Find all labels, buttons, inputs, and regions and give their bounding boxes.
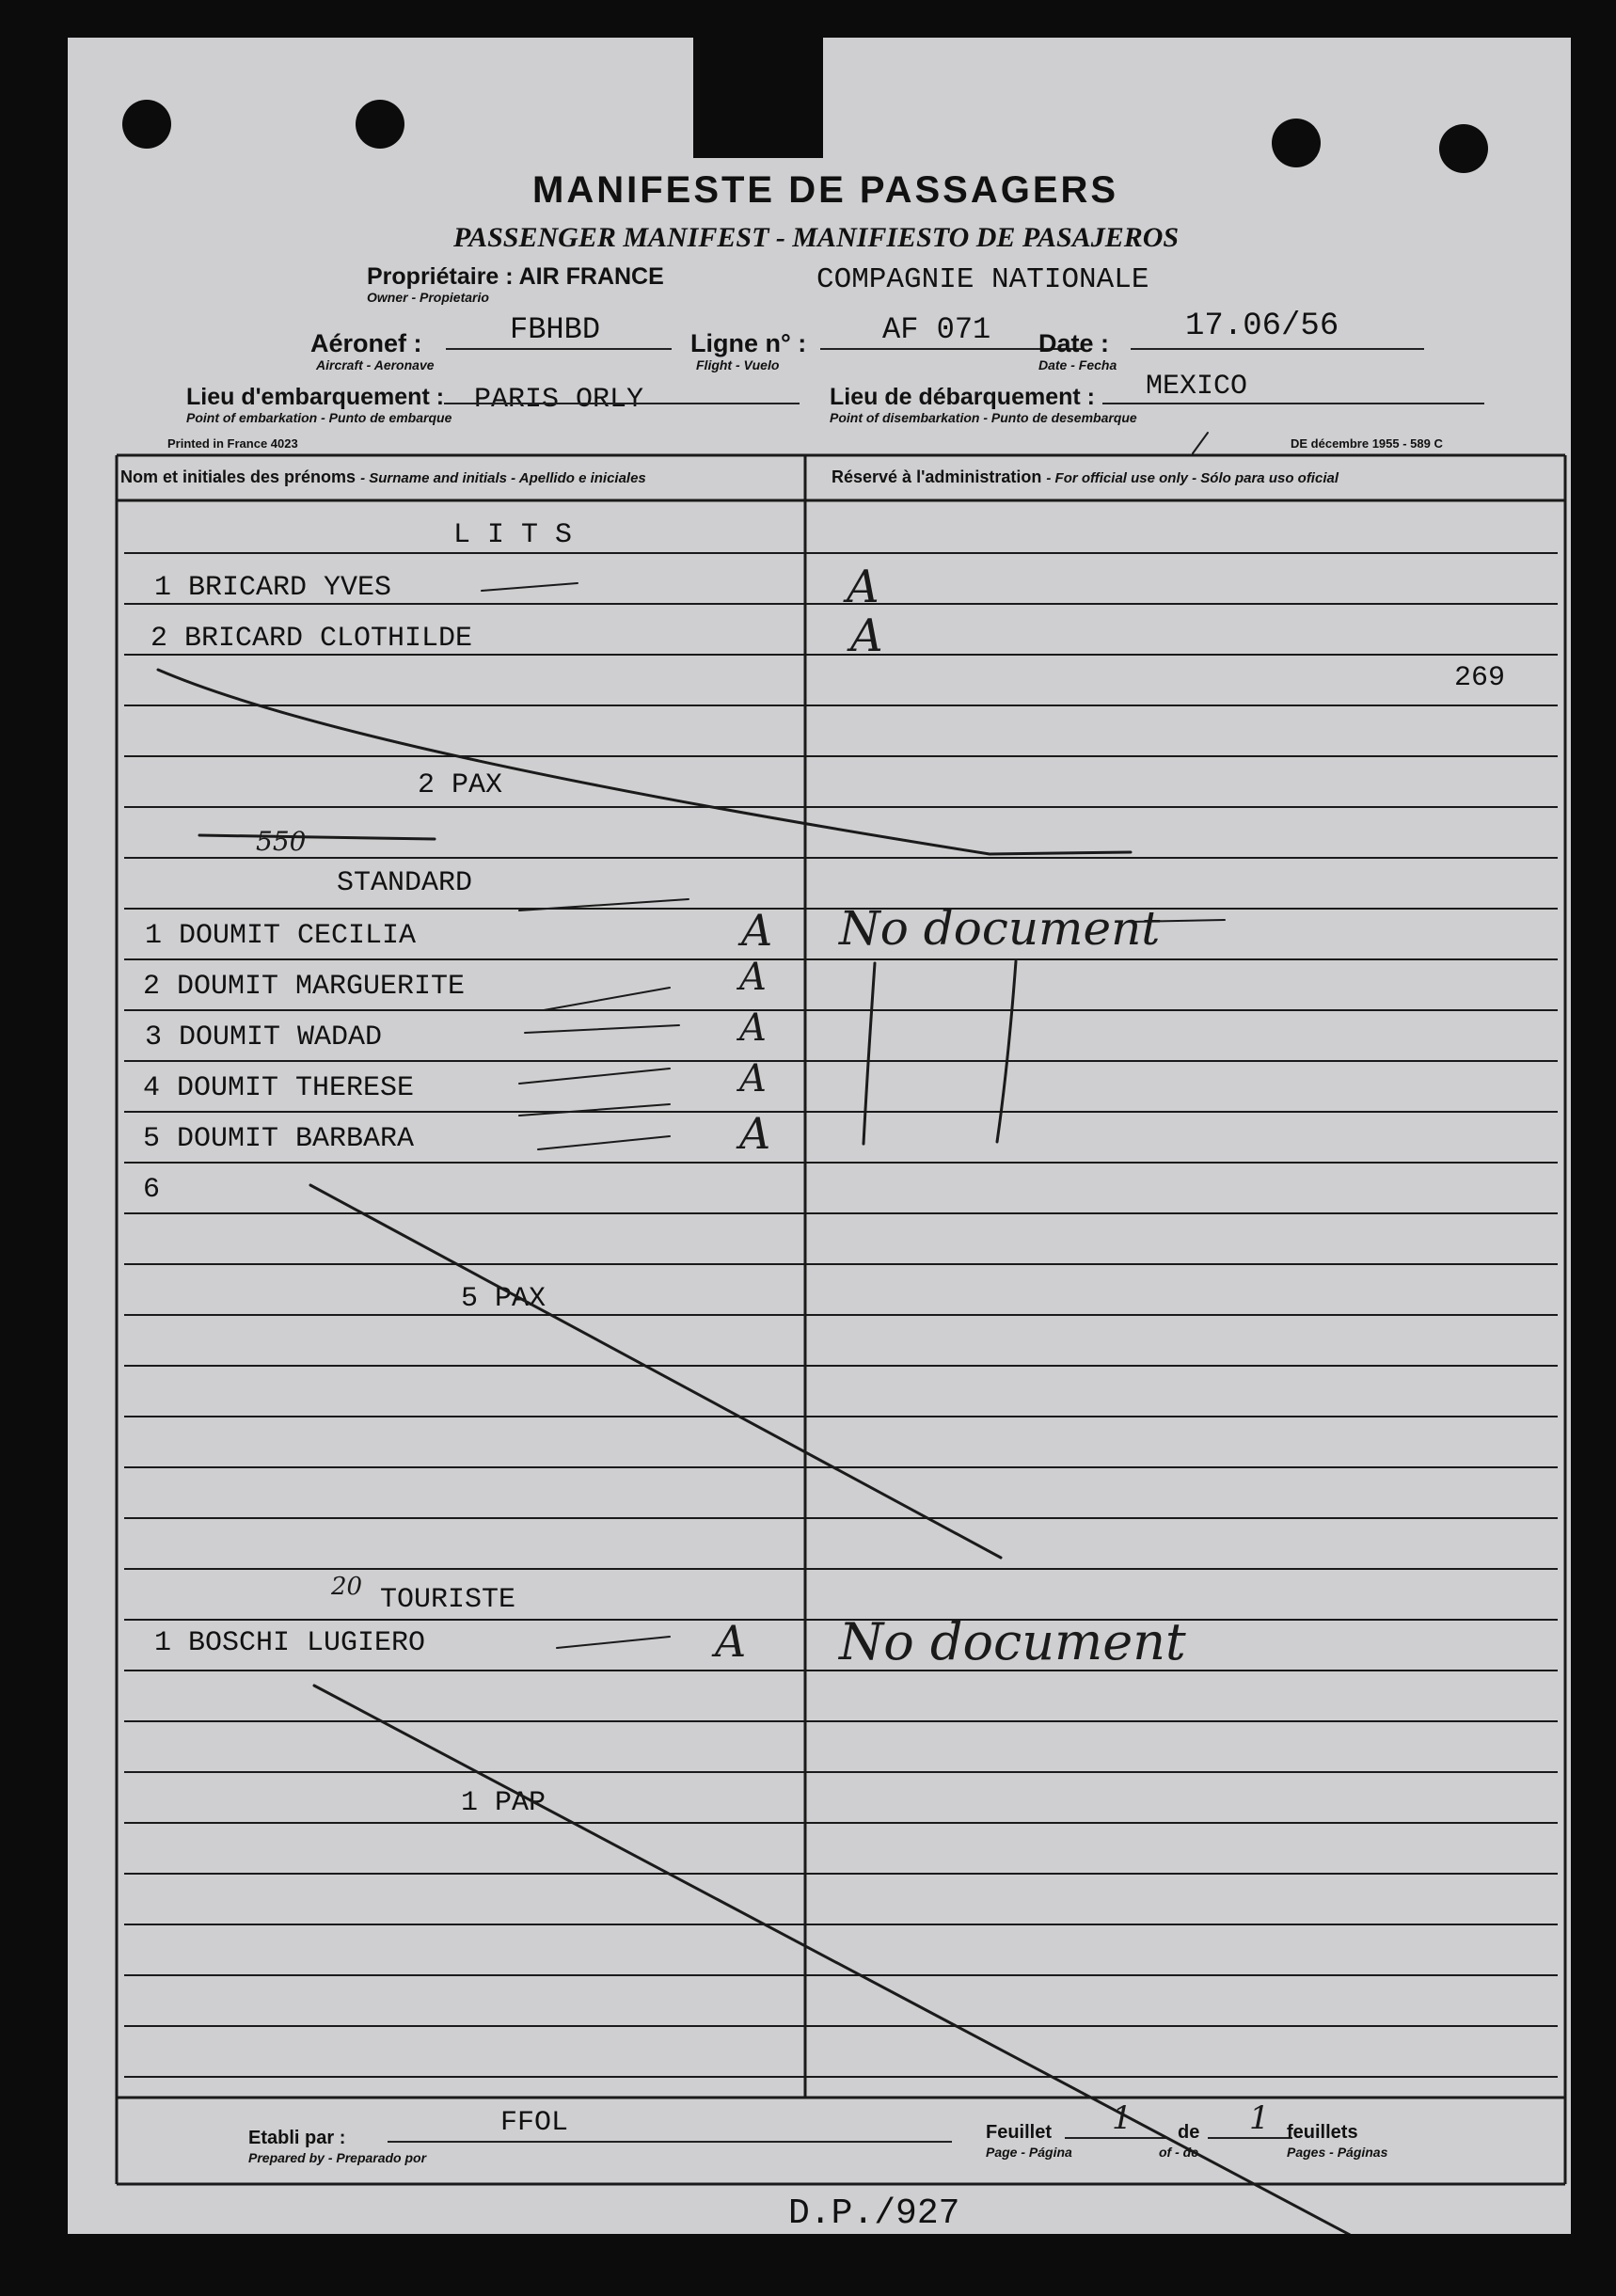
- section-lits: L I T S: [453, 519, 573, 551]
- col-header-right: Réservé à l'administration - For official use only - Sólo para uso oficial: [832, 467, 1339, 486]
- aircraft-sublabel: Aircraft - Aeronave: [316, 357, 435, 372]
- col-header-left: Nom et initiales des prénoms - Surname and initials - Apellido e iniciales: [120, 467, 646, 486]
- date-sublabel: Date - Fecha: [1038, 357, 1117, 372]
- of-sublabel: of - de: [1159, 2145, 1198, 2160]
- passenger-row: 5 DOUMIT BARBARA: [143, 1123, 415, 1155]
- handwritten-note: 20: [331, 1573, 363, 1601]
- form-grid: [68, 38, 1571, 2234]
- aircraft-value: FBHBD: [510, 312, 601, 347]
- pen-dash: [519, 1069, 670, 1084]
- section-standard: STANDARD: [337, 867, 473, 899]
- passenger-row: 1 BRICARD YVES: [154, 572, 392, 604]
- embark-sublabel: Point of embarkation - Punto de embarque: [186, 410, 452, 425]
- page-subtitle: PASSENGER MANIFEST - MANIFIESTO DE PASAJEROS: [453, 222, 1180, 253]
- disembark-label: Lieu de débarquement :: [830, 384, 1095, 410]
- embark-value: PARIS ORLY: [474, 384, 644, 416]
- pax-total: 5 PAX: [461, 1283, 547, 1315]
- passenger-row: 3 DOUMIT WADAD: [145, 1021, 383, 1053]
- sheet-sublabel: Page - Página: [986, 2145, 1072, 2160]
- of-value: 1: [1249, 2099, 1270, 2137]
- handwritten-note: 550: [256, 826, 307, 857]
- owner-value: COMPAGNIE NATIONALE: [816, 263, 1149, 296]
- pen-dash: [519, 1104, 670, 1116]
- sheet-value: 1: [1112, 2099, 1133, 2137]
- cancel-stroke: [158, 670, 1131, 854]
- passenger-row: 1 BOSCHI LUGIERO: [154, 1627, 426, 1659]
- prepared-value: FFOL: [500, 2107, 569, 2139]
- pax-total: 2 PAX: [418, 769, 503, 801]
- admin-mark: A: [739, 1108, 771, 1159]
- pen-tick: [1193, 433, 1208, 453]
- pen-dash: [482, 583, 578, 591]
- sheets-sublabel: Pages - Páginas: [1287, 2145, 1388, 2160]
- cancel-stroke: [310, 1185, 1001, 1558]
- pen-dash: [544, 988, 670, 1010]
- admin-mark: A: [850, 610, 883, 662]
- passenger-row: 4 DOUMIT THERESE: [143, 1072, 415, 1104]
- count-number: 269: [1454, 662, 1506, 694]
- passenger-row: 2 DOUMIT MARGUERITE: [143, 971, 466, 1003]
- admin-mark: A: [715, 1616, 747, 1667]
- aircraft-label: Aéronef :: [310, 329, 422, 357]
- admin-note: No document: [839, 1612, 1186, 1671]
- printed-note: Printed in France 4023: [167, 436, 298, 451]
- flight-label: Ligne n° :: [690, 329, 807, 357]
- admin-mark: A: [739, 956, 767, 999]
- date-label: Date :: [1038, 329, 1110, 357]
- pen-dash: [525, 1025, 679, 1033]
- pen-dash: [538, 1136, 670, 1149]
- flight-value: AF 071: [882, 312, 991, 347]
- ditto-mark: [997, 961, 1016, 1142]
- admin-note: No document: [839, 901, 1161, 956]
- page-title: MANIFESTE DE PASSAGERS: [532, 169, 1119, 211]
- pen-dash: [557, 1637, 670, 1648]
- pen-dash: [1131, 920, 1225, 922]
- date-value: 17.06/56: [1185, 309, 1339, 344]
- passenger-row: 6: [143, 1174, 161, 1206]
- cancel-stroke: [314, 1686, 1460, 2234]
- dp-number: D.P./927: [788, 2193, 960, 2234]
- passenger-row: 2 BRICARD CLOTHILDE: [151, 623, 473, 655]
- embark-label: Lieu d'embarquement :: [186, 384, 445, 410]
- passenger-row: 1 DOUMIT CECILIA: [145, 920, 417, 952]
- section-touriste: TOURISTE: [380, 1584, 516, 1616]
- owner-label: Propriétaire : AIR FRANCE: [367, 263, 664, 290]
- of-label: de: [1178, 2122, 1200, 2143]
- admin-mark: A: [739, 1006, 767, 1050]
- owner-sublabel: Owner - Propietario: [367, 290, 489, 305]
- admin-mark: A: [847, 561, 879, 613]
- cancel-stroke: [199, 835, 435, 839]
- flight-sublabel: Flight - Vuelo: [696, 357, 780, 372]
- disembark-sublabel: Point of disembarkation - Punto de desembarque: [830, 410, 1137, 425]
- manifest-sheet: [68, 38, 1571, 2234]
- ditto-mark: [863, 963, 875, 1144]
- disembark-value: MEXICO: [1146, 371, 1248, 403]
- prepared-label: Etabli par :: [248, 2128, 346, 2148]
- admin-mark: A: [739, 1057, 767, 1100]
- sheet-label: Feuillet: [986, 2122, 1053, 2143]
- prepared-sublabel: Prepared by - Preparado por: [248, 2150, 427, 2165]
- pap-total: 1 PAP: [461, 1787, 547, 1819]
- sheets-label: feuillets: [1287, 2122, 1358, 2143]
- form-code: DE décembre 1955 - 589 C: [1291, 436, 1443, 451]
- admin-mark: A: [741, 905, 773, 956]
